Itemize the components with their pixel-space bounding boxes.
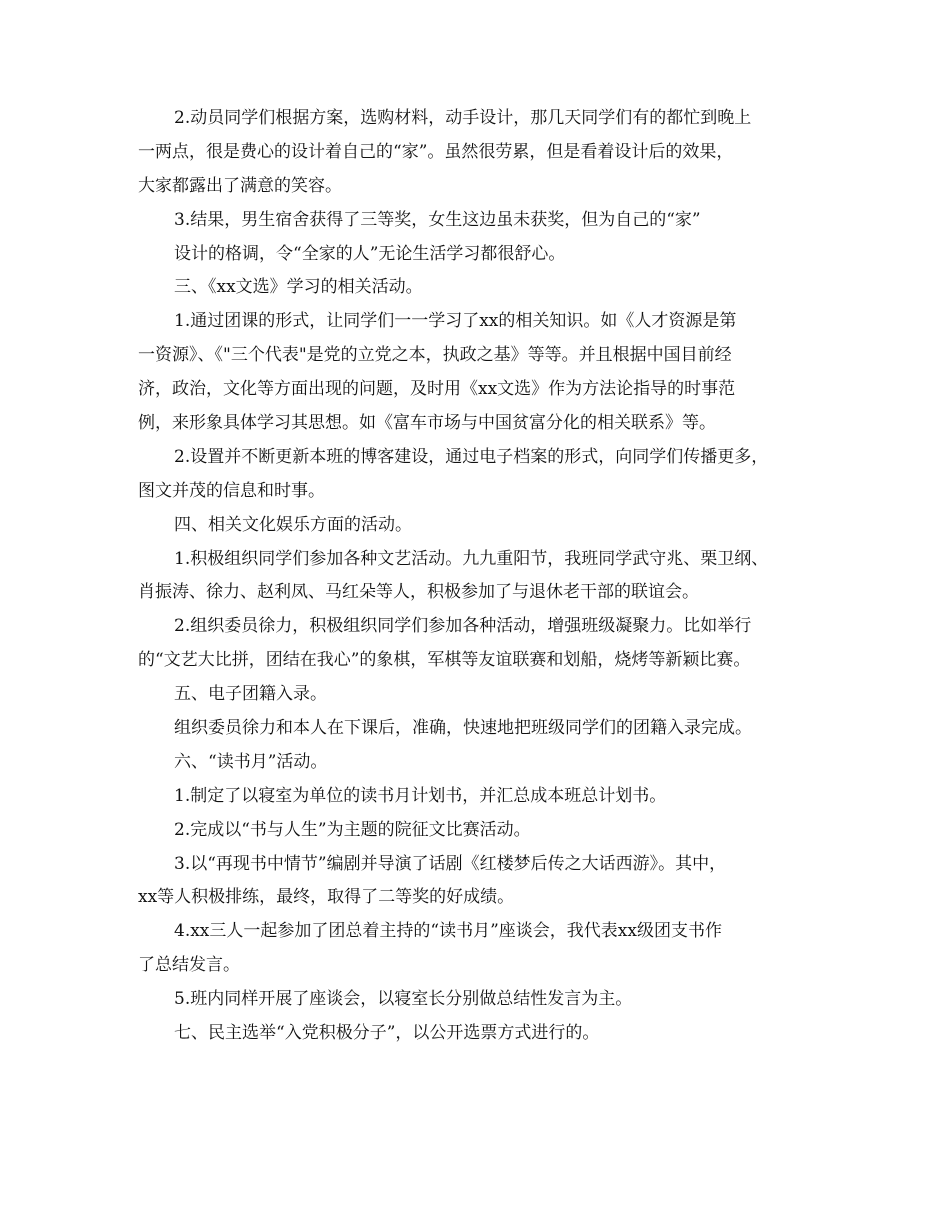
text-line: xx等人积极排练，最终，取得了二等奖的好成绩。 — [138, 887, 515, 908]
text-line: 2.组织委员徐力，积极组织同学们参加各种活动，增强班级凝聚力。比如举行 — [174, 616, 752, 637]
text-line: 3.以“再现书中情节”编剧并导演了话剧《红楼梦后传之大话西游》。其中， — [174, 853, 727, 874]
document-body — [138, 102, 828, 1051]
text-line: 1.积极组织同学们参加各种文艺活动。九九重阳节，我班同学武守兆、栗卫纲、 — [174, 548, 769, 569]
section-heading: 四、相关文化娱乐方面的活动。 — [174, 514, 412, 535]
section-heading: 七、民主选举“入党积极分子”，以公开选票方式进行的。 — [174, 1023, 600, 1044]
text-line: 1.制定了以寝室为单位的读书月计划书，并汇总成本班总计划书。 — [174, 785, 667, 806]
text-line: 2.完成以“书与人生”为主题的院征文比赛活动。 — [174, 819, 531, 840]
text-line: 5.班内同样开展了座谈会，以寝室长分别做总结性发言为主。 — [174, 989, 633, 1010]
text-line: 肖振涛、徐力、赵利凤、马红朵等人，积极参加了与退休老干部的联谊会。 — [138, 582, 699, 603]
text-line: 一两点，很是费心的设计着自己的“家”。虽然很劳累，但是看着设计后的效果， — [138, 141, 734, 162]
text-line: 大家都露出了满意的笑容。 — [138, 175, 342, 196]
text-line: 了总结发言。 — [138, 955, 240, 976]
text-line: 3.结果，男生宿舍获得了三等奖，女生这边虽未获奖，但为自己的“家” — [174, 209, 701, 230]
section-heading: 六、“读书月”活动。 — [174, 751, 328, 772]
text-line: 一资源》、《"三个代表"是党的立党之本，执政之基》等等。并且根据中国目前经 — [138, 345, 732, 366]
text-line: 的“文艺大比拼，团结在我心”的象棋，军棋等友谊联赛和划船，烧烤等新颖比赛。 — [138, 650, 751, 671]
text-line: 济，政治，文化等方面出现的问题，及时用《xx文选》作为方法论指导的时事范 — [138, 379, 736, 400]
text-line: 图文并茂的信息和时事。 — [138, 480, 325, 501]
text-line: 2.动员同学们根据方案，选购材料，动手设计，那几天同学们有的都忙到晚上 — [174, 108, 752, 128]
text-line: 例，来形象具体学习其思想。如《富车市场与中国贫富分化的相关联系》等。 — [138, 413, 716, 434]
text-line: 组织委员徐力和本人在下课后，准确，快速地把班级同学们的团籍入录完成。 — [174, 718, 752, 739]
text-line: 4.xx三人一起参加了团总着主持的“读书月”座谈会，我代表xx级团支书作 — [174, 921, 722, 942]
section-heading: 五、电子团籍入录。 — [174, 684, 327, 705]
text-line: 1.通过团课的形式，让同学们一一学习了xx的相关知识。如《人才资源是第 — [174, 311, 737, 332]
text-line: 2.设置并不断更新本班的博客建设，通过电子档案的形式，向同学们传播更多， — [174, 446, 769, 467]
section-heading: 三、《xx文选》学习的相关活动。 — [174, 277, 423, 298]
text-line: 设计的格调，令“全家的人”无论生活学习都很舒心。 — [174, 243, 566, 264]
